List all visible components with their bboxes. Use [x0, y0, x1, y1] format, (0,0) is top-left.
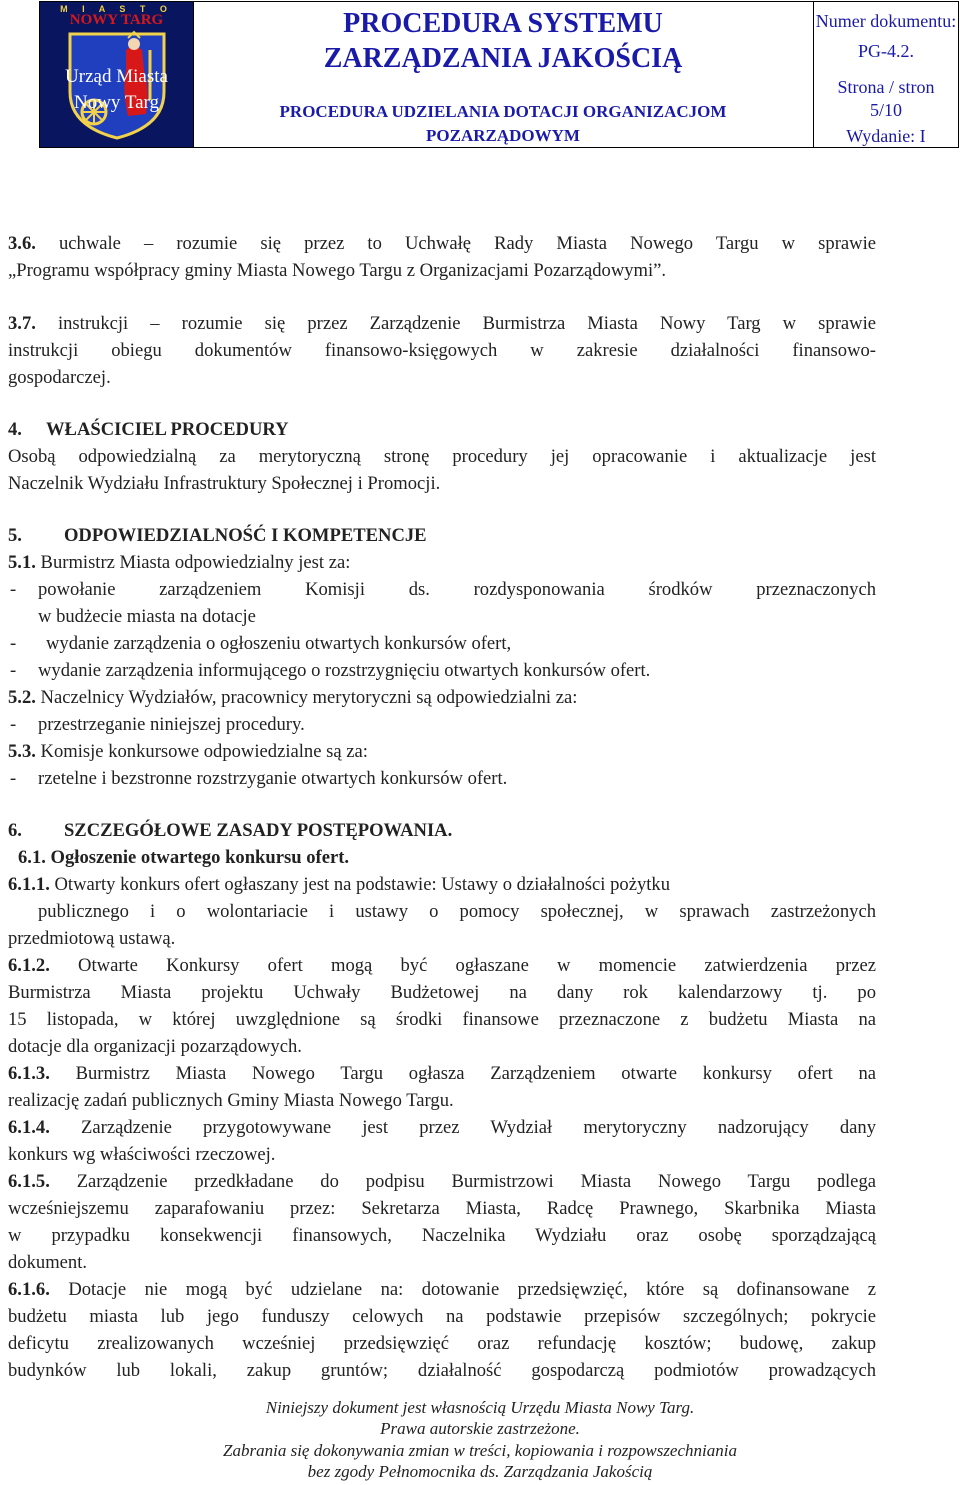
list-item-text: powołanie zarządzeniem Komisji ds. rozdysponowania środków przeznaczonych [38, 579, 876, 600]
list-item [8, 711, 876, 738]
list-item-continuation: w budżecie miasta na dotacje [38, 606, 256, 627]
paragraph-text: Otwarte Konkursy ofert mogą być ogłaszane w momencie zatwierdzenia przez [78, 955, 876, 976]
section-6-1-5-line-2: wcześniejszemu zaparafowaniu przez: Sekretarza Miasta, Radcę Prawnego, Skarbnika Miasta [8, 1198, 876, 1219]
subtitle-line-2: POZARZĄDOWYM [426, 126, 580, 145]
page-label: Strona / stron [837, 77, 935, 97]
section-title: ODPOWIEDZIALNOŚĆ I KOMPETENCJE [63, 525, 427, 546]
office-name-line-2: Nowy Targ [73, 92, 160, 113]
paragraph-text: instrukcji – rozumie się przez Zarządzenie Burmistrza Miasta Nowy Targ w sprawie [57, 313, 876, 334]
doc-number-label: Numer dokumentu: [815, 11, 957, 31]
section-number: 6.1.3. [8, 1063, 50, 1084]
section-6-1-5-line-3: w przypadku konsekwencji finansowych, Naczelnika Wydziału oraz osobę sporządzającą [8, 1225, 876, 1246]
page-value: 5/10 [869, 100, 902, 120]
section-6-1-2-line-1 [8, 952, 876, 979]
document-meta-cell [814, 2, 958, 147]
section-number: 3.6. [8, 233, 36, 254]
list-dash: - [10, 579, 17, 600]
paragraph-text: Zarządzenie przygotowywane jest przez Wydział merytoryczny nadzorujący dany [81, 1117, 876, 1138]
paragraph-text: Burmistrz Miasta Nowego Targu ogłasza Zarządzeniem otwarte konkursy ofert na [75, 1063, 876, 1084]
section-title: SZCZEGÓŁOWE ZASADY POSTĘPOWANIA. [63, 820, 453, 841]
list-item-text: rzetelne i bezstronne rozstrzyganie otwartych konkursów ofert. [38, 768, 508, 789]
list-dash: - [10, 768, 17, 789]
section-6-1-2-line-2: Burmistrza Miasta projektu Uchwały Budżetowej na dany rok kalendarzowy tj. po [8, 982, 876, 1003]
section-number: 5. [8, 525, 22, 546]
section-number: 5.1. [8, 552, 36, 573]
procedure-title [193, 6, 813, 76]
list-item [8, 765, 876, 792]
procedure-subtitle [193, 100, 813, 148]
section-title: Ogłoszenie otwartego konkursu ofert. [50, 847, 350, 868]
section-6-1-1-line-3: przedmiotową ustawą. [8, 928, 176, 949]
section-6-1-2-line-4: dotacje dla organizacji pozarządowych. [8, 1036, 302, 1057]
footer-line-4: bez zgody Pełnomocnika ds. Zarządzania Jakością [307, 1462, 653, 1481]
section-number: 6.1.6. [8, 1279, 50, 1300]
list-item [8, 630, 876, 657]
section-number: 6.1.5. [8, 1171, 50, 1192]
footer-line-2: Prawa autorskie zastrzeżone. [380, 1419, 580, 1438]
section-6-1-heading [18, 844, 886, 871]
section-4-line-2: Naczelnik Wydziału Infrastruktury Społecznej i Promocji. [8, 473, 441, 494]
list-item [8, 576, 876, 603]
paragraph-text: Dotacje nie mogą być udzielane na: dotowanie przedsięwzięć, które są dofinansowane z [68, 1279, 876, 1300]
footer-line-3: Zabrania się dokonywania zmian w treści, kopiowania i rozpowszechniania [223, 1441, 737, 1460]
section-6-1-4-line-2: konkurs wg właściwości rzeczowej. [8, 1144, 276, 1165]
paragraph-text: uchwale – rozumie się przez to Uchwałę Rady Miasta Nowego Targu w sprawie [58, 233, 876, 254]
section-6-1-5-line-1 [8, 1168, 876, 1195]
section-6-1-2-line-3: 15 listopada, w której uwzględnione są środki finansowe przeznaczone z budżetu Miasta na [8, 1009, 876, 1030]
section-6-1-6-line-2: budżetu miasta lub jego funduszy celowych na podstawie przepisów szczególnych; pokrycie [8, 1306, 876, 1327]
section-5-1 [8, 549, 876, 576]
office-name [40, 64, 193, 116]
section-3-6-line-2: „Programu współpracy gminy Miasta Nowego Targu z Organizacjami Pozarządowymi”. [8, 260, 667, 281]
paragraph-text: Burmistrz Miasta odpowiedzialny jest za: [40, 552, 351, 573]
title-cell [193, 2, 814, 147]
section-3-6-line-1 [8, 230, 876, 257]
list-dash: - [10, 714, 17, 735]
section-6-heading [8, 817, 876, 844]
doc-number: PG-4.2. [857, 41, 914, 61]
section-number: 3.7. [8, 313, 36, 334]
title-line-1: PROCEDURA SYSTEMU [343, 8, 663, 39]
section-number: 6.1. [18, 847, 46, 868]
paragraph-text: Komisje konkursowe odpowiedzialne są za: [40, 741, 368, 762]
edition: Wydanie: I [846, 126, 926, 146]
list-item-text: wydanie zarządzenia o ogłoszeniu otwartych konkursów ofert, [46, 633, 512, 654]
section-number: 6. [8, 820, 22, 841]
section-4-heading [8, 416, 876, 443]
subtitle-line-1: PROCEDURA UDZIELANIA DOTACJI ORGANIZACJOM [279, 102, 727, 121]
section-6-1-3-line-1 [8, 1060, 876, 1087]
section-number: 6.1.2. [8, 955, 50, 976]
section-title: WŁAŚCICIEL PROCEDURY [45, 419, 289, 440]
list-item-text: przestrzeganie niniejszej procedury. [38, 714, 305, 735]
section-6-1-1-line-1 [8, 871, 876, 898]
document-header [39, 1, 959, 148]
title-line-2: ZARZĄDZANIA JAKOŚCIĄ [323, 43, 683, 74]
list-item [8, 657, 876, 684]
paragraph-text: Otwarty konkurs ofert ogłaszany jest na podstawie: Ustawy o działalności pożytku [54, 874, 671, 895]
section-5-3 [8, 738, 876, 765]
section-3-7-line-1 [8, 310, 876, 337]
paragraph-text: Zarządzenie przedkładane do podpisu Burmistrzowi Miasta Nowego Targu podlega [76, 1171, 876, 1192]
section-6-1-6-line-1 [8, 1276, 876, 1303]
logo-cell [40, 2, 194, 147]
paragraph-text: Naczelnicy Wydziałów, pracownicy merytoryczni są odpowiedzialni za: [40, 687, 578, 708]
section-5-heading [8, 522, 876, 549]
footer-line-1: Niniejszy dokument jest własnością Urzędu Miasta Nowy Targ. [265, 1398, 695, 1417]
section-6-1-3-line-2: realizację zadań publicznych Gminy Miasta Nowego Targu. [8, 1090, 454, 1111]
section-4-line-1: Osobą odpowiedzialną za merytoryczną stronę procedury jej opracowanie i aktualizacje jest [8, 446, 876, 467]
section-number: 6.1.1. [8, 874, 50, 895]
section-6-1-1-line-2: publicznego i o wolontariacie i ustawy o pomocy społecznej, w sprawach zastrzeżonych [38, 901, 876, 922]
section-5-2 [8, 684, 876, 711]
section-3-7-line-3: gospodarczej. [8, 367, 111, 388]
section-6-1-4-line-1 [8, 1114, 876, 1141]
logo-city-name: NOWY TARG [69, 12, 164, 28]
section-number: 4. [8, 419, 22, 440]
logo-top-text: M I A S T O [60, 4, 173, 14]
list-item-text: wydanie zarządzenia informującego o rozstrzygnięciu otwartych konkursów ofert. [38, 660, 651, 681]
list-dash: - [10, 633, 17, 654]
section-6-1-5-line-4: dokument. [8, 1252, 88, 1273]
list-dash: - [10, 660, 17, 681]
office-name-line-1: Urząd Miasta [65, 66, 168, 87]
section-6-1-6-line-4: budynków lub lokali, zakup gruntów; działalność gospodarczą podmiotów prowadzących [8, 1360, 876, 1381]
section-6-1-6-line-3: deficytu zrealizowanych wcześniej przedsięwzięć oraz refundację kosztów; budowę, zakup [8, 1333, 876, 1354]
section-number: 5.3. [8, 741, 36, 762]
section-number: 5.2. [8, 687, 36, 708]
section-number: 6.1.4. [8, 1117, 50, 1138]
section-3-7-line-2: instrukcji obiegu dokumentów finansowo-księgowych w zakresie działalności finansowo- [8, 340, 876, 361]
